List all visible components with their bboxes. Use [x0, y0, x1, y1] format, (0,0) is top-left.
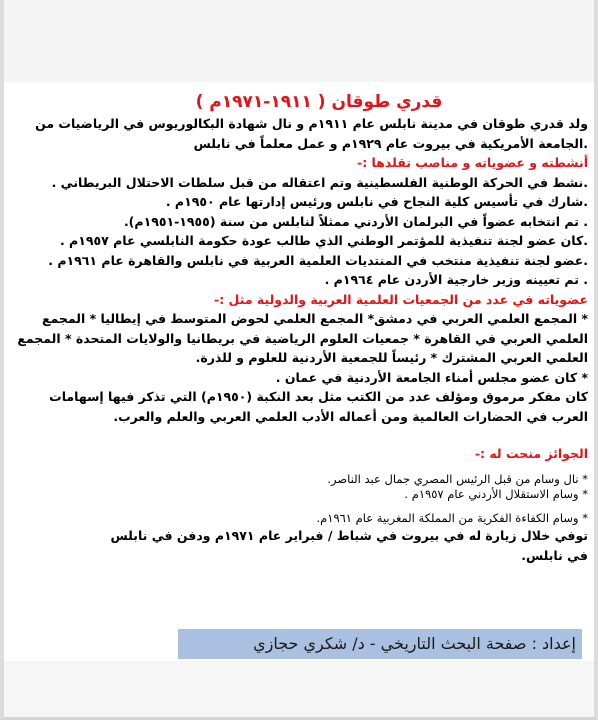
article	[10, 82, 588, 660]
intro-line: .الجامعة الأمريكية في بيروت عام ١٩٢٩م و عمل معلماً في نابلس	[193, 135, 588, 151]
activity-item: . تم تعيينه وزير خارجية الأردن عام ١٩٦٤م .	[324, 272, 588, 287]
activity-item: .عضو لجنة تنفيذية منتخب في المنتديات العلمية العربية في نابلس والقاهرة عام ١٩٦١م .	[48, 252, 588, 268]
spacer	[10, 503, 588, 511]
membership-line: العلمي العربي المشترك * رئيساً للجمعية الأردنية للعلوم و للذرة.	[195, 350, 588, 365]
page-title: قدري طوقان ( ١٩١١-١٩٧١م )	[195, 92, 443, 112]
death-line: توفي خلال زيارة له في بيروت في شباط / فبراير عام ١٩٧١م ودفن في نابلس	[110, 528, 588, 543]
award-item: * نال وسام من قبل الرئيس المصري جمال عبد الناصر.	[327, 471, 588, 486]
award-item: * وسام الاستقلال الأردني عام ١٩٥٧م .	[404, 487, 588, 501]
credit-banner: إعداد : صفحة البحث التاريخي - د/ شكري حجازي	[178, 629, 582, 659]
thinker-line: العرب في الحضارات العالمية ومن أعماله الأدب العلمي العربي والعلم والعرب.	[113, 408, 588, 424]
membership-line: * المجمع العلمي العربي في دمشق* المجمع العلمي لحوض المتوسط في إيطاليا * المجمع	[42, 311, 588, 326]
top-blank-area	[4, 0, 594, 82]
activity-item: . تم انتخابه عضواً في البرلمان الأردني ممثلاً لنابلس من سنة (١٩٥٥-١٩٥١م).	[123, 213, 588, 229]
activities-heading: أنشطته و عضوياته و مناصب تقلدها :-	[357, 155, 588, 170]
thinker-line: كان مفكر مرموق ومؤلف عدد من الكتب مثل بعد النكبة (١٩٥٠م) التي تذكر فيها إسهامات	[49, 389, 588, 404]
activity-item: .نشط في الحركة الوطنية الفلسطينية وتم اعتقاله من قبل سلطات الاحتلال البريطاني .	[51, 174, 588, 190]
membership-line: * كان عضو مجلس أمناء الجامعة الأردنية في عمان .	[275, 369, 588, 385]
intro-line: ولد قدري طوقان في مدينة نابلس عام ١٩١١م و نال شهادة البكالوريوس في الرياضيات من	[35, 116, 588, 131]
membership-line: العلمي العربي في القاهرة * جمعيات العلوم الرياضية في بريطانيا والولايات المتحدة * المجمع	[17, 330, 588, 346]
activity-item: .كان عضو لجنة تنفيذية للمؤتمر الوطني الذي طالب عودة حكومة النابلسي عام ١٩٥٧م .	[59, 233, 588, 248]
awards-heading: الجوائز منحت له :-	[474, 446, 588, 461]
spacer	[10, 464, 588, 472]
award-item: * وسام الكفاءة الفكرية من المملكة المغربية عام ١٩٦١م.	[316, 510, 588, 525]
activity-item: .شارك في تأسيس كلية النجاح في نابلس ورئيس إدارتها عام ١٩٥٠م .	[165, 194, 588, 209]
death-line: في نابلس.	[521, 547, 588, 563]
memberships-heading: عضوياته في عدد من الجمعيات العلمية العربية والدولية مثل :-	[214, 291, 588, 307]
spacer	[10, 426, 588, 444]
bottom-blank-area	[4, 661, 594, 717]
